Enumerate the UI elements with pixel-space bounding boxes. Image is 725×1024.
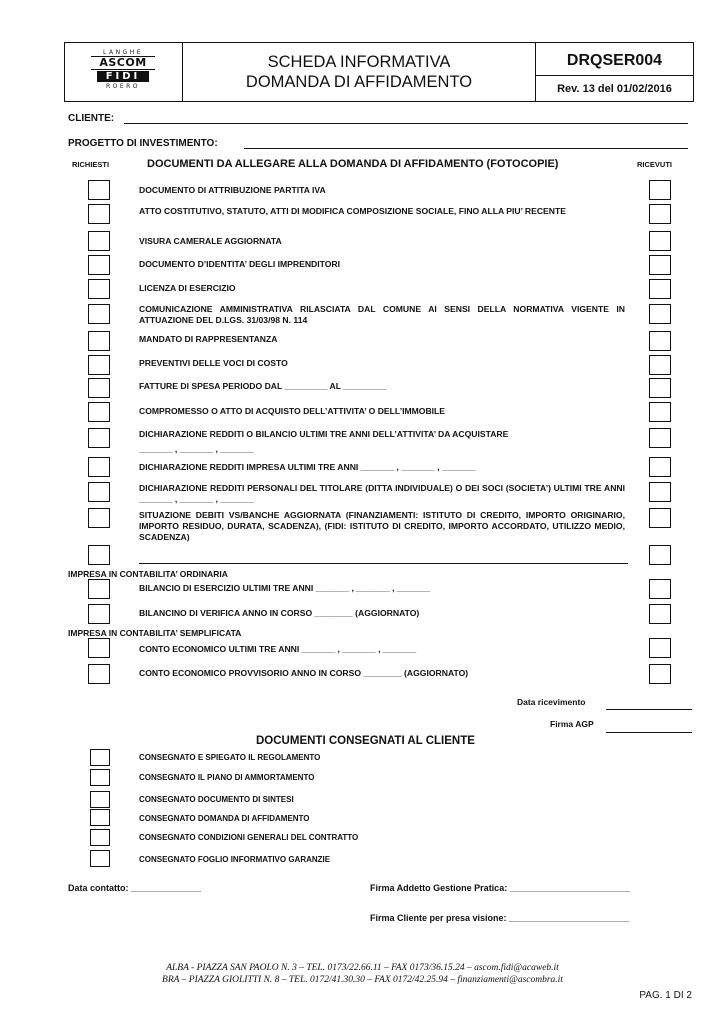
richiesti-checkbox[interactable] xyxy=(88,482,110,502)
ricevuti-checkbox[interactable] xyxy=(649,355,671,375)
document-header xyxy=(64,42,694,102)
document-title: SCHEDA INFORMATIVA DOMANDA DI AFFIDAMENTO xyxy=(245,53,473,91)
cliente-label: CLIENTE: xyxy=(68,113,115,124)
ricevuti-checkbox[interactable] xyxy=(649,545,671,565)
document-item: DICHIARAZIONE REDDITI IMPRESA ULTIMI TRE ANNI _______ , _______ , _______ xyxy=(139,462,476,472)
document-item: ATTO COSTITUTIVO, STATUTO, ATTI DI MODIFICA COMPOSIZIONE SOCIALE, FINO ALLA PIU’ RECENTE xyxy=(139,206,566,216)
richiesti-checkbox[interactable] xyxy=(88,579,110,599)
progetto-field[interactable] xyxy=(244,148,688,149)
ricevuti-checkbox[interactable] xyxy=(649,304,671,324)
logo-bottom-text: ROERO xyxy=(105,83,141,90)
data-ricevimento-field[interactable] xyxy=(606,709,692,710)
ricevuti-checkbox[interactable] xyxy=(649,604,671,624)
ricevuti-checkbox[interactable] xyxy=(649,255,671,275)
logo-brand-text: ASCOM xyxy=(91,56,155,70)
ricevuti-header: RICEVUTI xyxy=(637,160,673,169)
richiesti-checkbox[interactable] xyxy=(88,231,110,251)
consegnato-checkbox[interactable] xyxy=(90,749,110,766)
firma-addetto-field[interactable]: Firma Addetto Gestione Pratica: ________________________ xyxy=(370,883,630,893)
footer-address-bra: BRA – PIAZZA GIOLITTI N. 8 – TEL. 0172/41.30.30 – FAX 0172/42.25.94 – finanziamenti@ascombra.it xyxy=(162,975,563,985)
consegnato-item: CONSEGNATO CONDIZIONI GENERALI DEL CONTRATTO xyxy=(139,833,359,842)
ricevuti-checkbox[interactable] xyxy=(649,231,671,251)
document-code-cell xyxy=(536,43,693,101)
consegnato-item: CONSEGNATO FOGLIO INFORMATIVO GARANZIE xyxy=(139,855,331,864)
document-item: COMUNICAZIONE AMMINISTRATIVA RILASCIATA DAL COMUNE AI SENSI DELLA NORMATIVA VIGENTE IN ATTUAZIONE DEL D.LGS. 31/03/98 N. 114 xyxy=(139,304,625,325)
ricevuti-checkbox[interactable] xyxy=(649,508,671,528)
document-item: PREVENTIVI DELLE VOCI DI COSTO xyxy=(139,358,288,368)
richiesti-checkbox[interactable] xyxy=(88,279,110,299)
document-item: DOCUMENTO DI ATTRIBUZIONE PARTITA IVA xyxy=(139,185,326,195)
logo-top-text: LANGHE xyxy=(102,49,144,56)
ascom-fidi-logo xyxy=(91,49,155,95)
data-contatto-field[interactable]: Data contatto: ______________ xyxy=(68,883,202,893)
semplificata-item: CONTO ECONOMICO ULTIMI TRE ANNI _______ , _______ , _______ xyxy=(139,644,417,654)
other-document-field[interactable] xyxy=(139,563,628,564)
ordinaria-item: BILANCIO DI ESERCIZIO ULTIMI TRE ANNI _______ , _______ , _______ xyxy=(139,583,431,593)
logo-cell xyxy=(65,43,183,101)
ricevuti-checkbox[interactable] xyxy=(649,402,671,422)
ricevuti-checkbox[interactable] xyxy=(649,664,671,684)
firma-agp-label: Firma AGP xyxy=(550,719,594,729)
ricevuti-checkbox[interactable] xyxy=(649,428,671,448)
richiesti-checkbox[interactable] xyxy=(88,331,110,351)
ricevuti-checkbox[interactable] xyxy=(649,204,671,224)
document-code: DRQSER004 xyxy=(566,52,663,69)
ricevuti-checkbox[interactable] xyxy=(649,579,671,599)
richiesti-checkbox[interactable] xyxy=(88,304,110,324)
ricevuti-checkbox[interactable] xyxy=(649,482,671,502)
richiesti-checkbox[interactable] xyxy=(88,508,110,528)
cliente-field[interactable] xyxy=(124,123,688,124)
richiesti-checkbox[interactable] xyxy=(88,355,110,375)
document-item: DICHIARAZIONE REDDITI O BILANCIO ULTIMI TRE ANNI DELL’ATTIVITA’ DA ACQUISTARE xyxy=(139,429,509,439)
consegnato-checkbox[interactable] xyxy=(90,829,110,846)
consegnato-item: CONSEGNATO E SPIEGATO IL REGOLAMENTO xyxy=(139,753,321,762)
richiesti-checkbox[interactable] xyxy=(88,604,110,624)
ordinaria-title: IMPRESA IN CONTABILITA’ ORDINARIA xyxy=(68,569,228,579)
ricevuti-checkbox[interactable] xyxy=(649,331,671,351)
semplificata-item: CONTO ECONOMICO PROVVISORIO ANNO IN CORSO ________ (AGGIORNATO) xyxy=(139,668,469,678)
document-item-years: _______ , _______ , _______ xyxy=(139,444,254,454)
consegnato-checkbox[interactable] xyxy=(90,809,110,826)
consegnato-item: CONSEGNATO DOCUMENTO DI SINTESI xyxy=(139,795,294,804)
richiesti-checkbox[interactable] xyxy=(88,180,110,200)
consegnati-title: DOCUMENTI CONSEGNATI AL CLIENTE xyxy=(256,735,475,747)
richiesti-checkbox[interactable] xyxy=(88,255,110,275)
richiesti-checkbox[interactable] xyxy=(88,457,110,477)
richiesti-checkbox[interactable] xyxy=(88,428,110,448)
logo-fidi-text: FIDI xyxy=(97,71,149,82)
ricevuti-checkbox[interactable] xyxy=(649,180,671,200)
richiesti-checkbox[interactable] xyxy=(88,402,110,422)
documents-section-title: DOCUMENTI DA ALLEGARE ALLA DOMANDA DI AFFIDAMENTO (FOTOCOPIE) xyxy=(147,158,559,170)
page-number: PAG. 1 DI 2 xyxy=(639,990,692,1001)
footer-address-alba: ALBA - PIAZZA SAN PAOLO N. 3 – TEL. 0173/22.66.11 – FAX 0173/36.15.24 – ascom.fidi@acaweb.it xyxy=(166,963,559,973)
ricevuti-checkbox[interactable] xyxy=(649,378,671,398)
firma-cliente-field[interactable]: Firma Cliente per presa visione: ________________________ xyxy=(370,913,630,923)
document-item: VISURA CAMERALE AGGIORNATA xyxy=(139,236,282,246)
richiesti-checkbox[interactable] xyxy=(88,378,110,398)
code-divider xyxy=(536,75,693,76)
ordinaria-item: BILANCINO DI VERIFICA ANNO IN CORSO ________ (AGGIORNATO) xyxy=(139,608,420,618)
document-item: LICENZA DI ESERCIZIO xyxy=(139,283,236,293)
document-item: DOCUMENTO D’IDENTITA’ DEGLI IMPRENDITORI xyxy=(139,259,341,269)
progetto-label: PROGETTO DI INVESTIMENTO: xyxy=(68,138,218,149)
consegnato-checkbox[interactable] xyxy=(90,850,110,867)
consegnato-item: CONSEGNATO IL PIANO DI AMMORTAMENTO xyxy=(139,773,315,782)
consegnato-item: CONSEGNATO DOMANDA DI AFFIDAMENTO xyxy=(139,814,310,823)
document-item: FATTURE DI SPESA PERIODO DAL _________ AL _________ xyxy=(139,381,387,391)
consegnato-checkbox[interactable] xyxy=(90,769,110,786)
richiesti-checkbox[interactable] xyxy=(88,545,110,565)
richiesti-checkbox[interactable] xyxy=(88,638,110,658)
richiesti-checkbox[interactable] xyxy=(88,664,110,684)
document-item: DICHIARAZIONE REDDITI PERSONALI DEL TITOLARE (DITTA INDIVIDUALE) O DEI SOCI (SOCIETA’) ULTIMI TRE ANNI _______ , _______ , _______ xyxy=(139,483,625,504)
richiesti-header: RICHIESTI xyxy=(72,160,110,169)
document-item: SITUAZIONE DEBITI VS/BANCHE AGGIORNATA (FINANZIAMENTI: ISTITUTO DI CREDITO, IMPORTO ORIGINARIO, IMPORTO RESIDUO, DURATA, SCADENZA), (FIDI: ISTITUTO DI CREDITO, IMPORTO ACCORDATO, UTILIZZO MEDIO, SCADENZA) xyxy=(139,510,625,542)
semplificata-title: IMPRESA IN CONTABILITA’ SEMPLIFICATA xyxy=(68,628,242,638)
firma-agp-field[interactable] xyxy=(606,732,692,733)
document-item: MANDATO DI RAPPRESENTANZA xyxy=(139,334,278,344)
consegnato-checkbox[interactable] xyxy=(90,791,110,808)
data-ricevimento-label: Data ricevimento xyxy=(517,697,586,707)
document-item: COMPROMESSO O ATTO DI ACQUISTO DELL’ATTIVITA’ O DELL’IMMOBILE xyxy=(139,406,446,416)
ricevuti-checkbox[interactable] xyxy=(649,279,671,299)
document-title-cell xyxy=(183,43,536,101)
revision-label: Rev. 13 del 01/02/2016 xyxy=(557,83,672,95)
richiesti-checkbox[interactable] xyxy=(88,204,110,224)
ricevuti-checkbox[interactable] xyxy=(649,457,671,477)
ricevuti-checkbox[interactable] xyxy=(649,638,671,658)
